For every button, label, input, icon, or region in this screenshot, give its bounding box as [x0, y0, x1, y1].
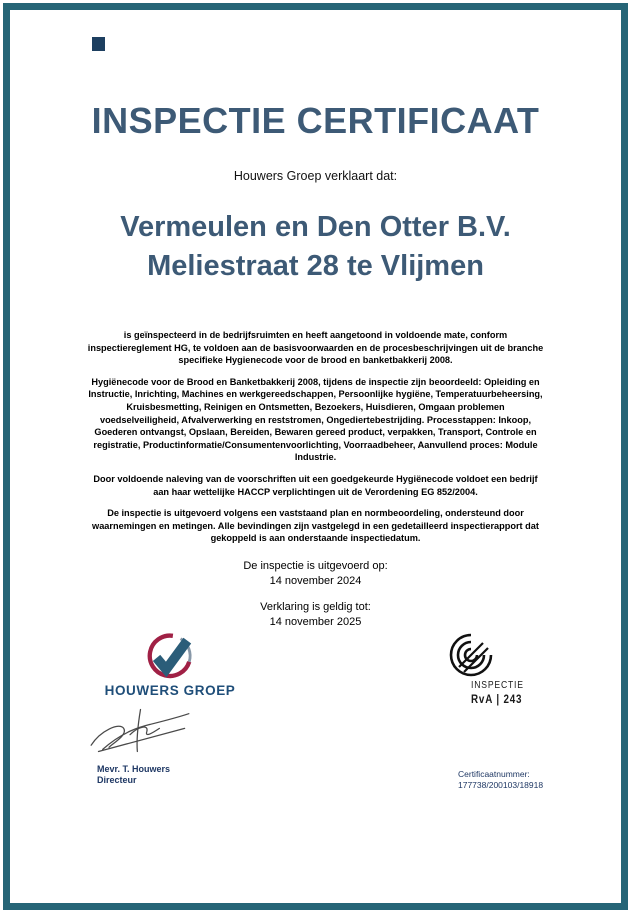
dates-block	[0, 559, 631, 641]
inspection-date-group	[0, 559, 631, 589]
rva-number-label: RvA | 243	[471, 692, 523, 706]
handwritten-signature	[88, 703, 193, 758]
company-block	[0, 208, 631, 286]
rva-logo-text	[471, 679, 542, 706]
validity-date-value: 14 november 2025	[269, 616, 362, 628]
paragraph-hygienecode-criteria: Hygiënecode voor de Brood en Banketbakkerij 2008, tijdens de inspectie zijn beoordeeld: Opleiding en Instructie, Inrichting, Machines en werkgereedschappen, Persoonlijke hygiëne, Temperatuurbeheersing, Kruisbesmetting, Reinigen en Ontsmetten, Bezoekers, Huisdieren, Omgaan problemen voedselveiligheid, Afvalverwerking en reststromen, Ongediertebestrijding. Processtappen: Inkoop, Goederen ontvangst, Opslaan, Bereiden, Bewaren gereed product, verpakken, Transport, Controle en registratie, Productinformatie/Consumentenvoorlichting, Voorraadbeheer, Aanvullend proces: Module Industrie.	[88, 376, 543, 463]
certificate-number-label: Certificaatnummer:	[458, 769, 530, 779]
paragraph-haccp: Door voldoende naleving van de voorschriften uit een goedgekeurde Hygiënecode voldoet een bedrijf aan haar wettelijke HACCP verplichtingen uit de Verordening EG 852/2004.	[93, 473, 538, 497]
signatory-name: Mevr. T. Houwers	[97, 764, 171, 774]
validity-date-label: Verklaring is geldig tot:	[260, 601, 371, 613]
signatory-block	[97, 764, 170, 786]
inspection-date-label: De inspectie is uitgevoerd op:	[243, 560, 388, 572]
page-title: INSPECTIE CERTIFICAAT	[91, 100, 540, 141]
rva-accreditation-logo	[448, 632, 558, 706]
body-paragraphs	[88, 329, 544, 554]
certificate-number-block	[458, 769, 543, 790]
rva-inspectie-label: INSPECTIE	[471, 679, 524, 691]
company-name: Vermeulen en Den Otter B.V.	[120, 211, 511, 243]
certificate-number-value: 177738/200103/18918	[458, 779, 544, 790]
houwers-groep-logo	[100, 631, 240, 698]
signatory-title: Directeur	[97, 775, 137, 785]
houwers-logo-text: HOUWERS GROEP	[104, 683, 236, 698]
declaration-intro: Houwers Groep verklaart dat:	[233, 169, 398, 183]
checkmark-circle-icon	[141, 631, 199, 681]
paragraph-inspection-scope: is geïnspecteerd in de bedrijfsruimten en heeft aangetoond in voldoende mate, conform inspectiereglement HG, te voldoen aan de basisvoorwaarden en de procesbeschrijvingen uit de branche specifieke Hygienecode voor de brood en banketbakkerij 2008.	[87, 330, 544, 366]
company-address: Meliestraat 28 te Vlijmen	[147, 250, 484, 282]
inspection-date-value: 14 november 2024	[269, 575, 362, 587]
paragraph-method: De inspectie is uitgevoerd volgens een vaststaand plan en normbeoordeling, ondersteund door waarnemingen en metingen. Alle bevindingen zijn vastgelegd in een gedetailleerd inspectierapport dat gekoppeld is aan onderstaande inspectiedatum.	[92, 508, 539, 544]
rva-spiral-icon	[448, 632, 494, 678]
corner-mark	[92, 37, 105, 51]
validity-date-group	[0, 600, 631, 630]
